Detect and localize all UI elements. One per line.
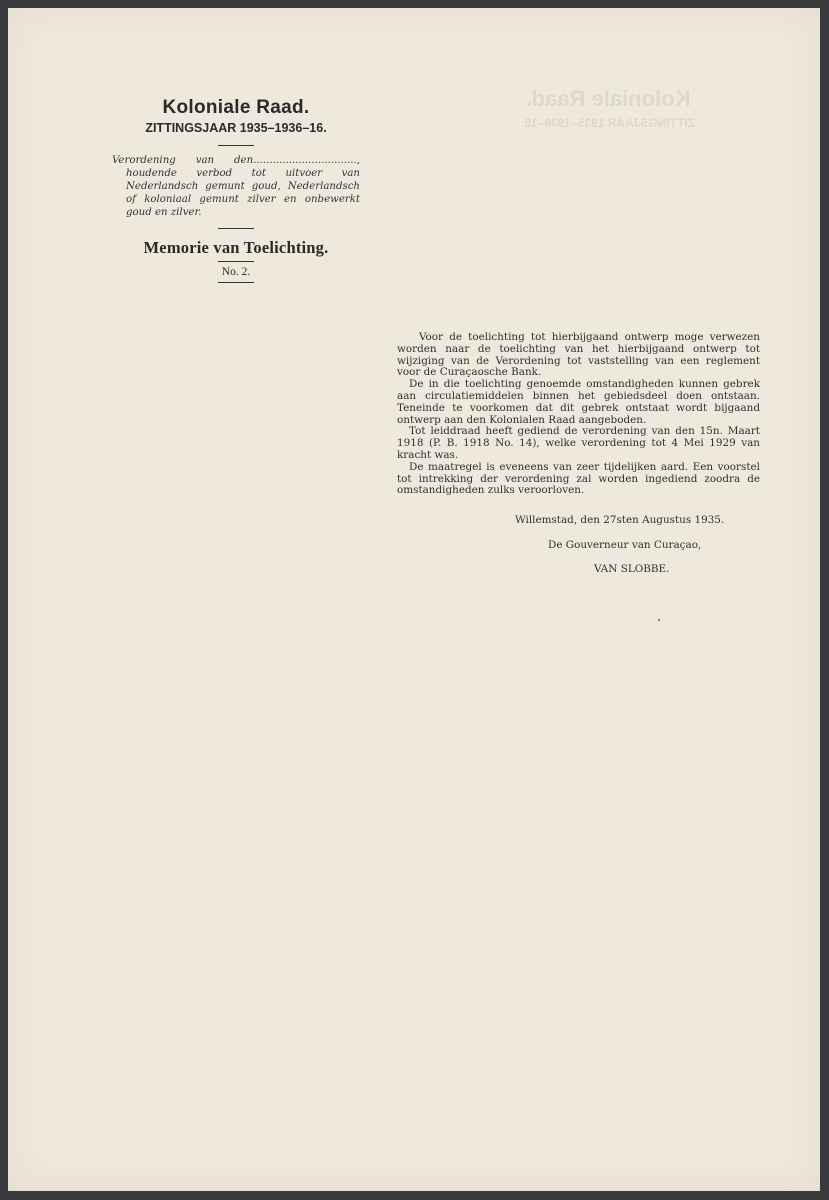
session-year: ZITTINGSJAAR 1935–1936–16. (145, 121, 327, 135)
document-page (8, 8, 820, 1191)
body-paragraph: Tot leiddraad heeft gediend de verordening van den 15n. Maart 1918 (P. B. 1918 No. 14), welke verordening tot 4 Mei 1929 van kracht was. (397, 425, 760, 461)
explanation-body (397, 332, 760, 497)
divider-rule (218, 145, 254, 146)
paper-speck (658, 619, 660, 621)
ordinance-description: Verordening van den................................, houdende verbod tot uitvoer van Nederlandsch gemunt goud, Nederlandsch of koloniaal gemunt zilver en onbewerkt goud en zilver. (112, 155, 360, 218)
document-header (106, 96, 366, 291)
body-paragraph: Voor de toelichting tot hierbijgaand ontwerp moge verwezen worden naar de toelichting van het hierbijgaand ontwerp tot wijziging van de Verordening tot vaststelling van een reglement voor de Curaçaosche Bank. (397, 331, 760, 379)
show-through-title: Koloniale Raad. (525, 86, 691, 111)
document-number: No. 2. (221, 266, 251, 278)
divider-rule (218, 228, 254, 229)
signature-place-date: Willemstad, den 27sten Augustus 1935. (515, 514, 725, 526)
signature-role: De Gouverneur van Curaçao, (548, 539, 702, 551)
council-title: Koloniale Raad. (162, 97, 310, 118)
show-through-from-reverse (478, 86, 738, 130)
body-paragraph: De in die toelichting genoemde omstandigheden kunnen gebrek aan circulatiemiddelen binnen het gebiedsdeel doen ontstaan. Teneinde te voorkomen dat dit gebrek ontstaat wordt bijgaand ontwerp aan den Kolonialen Raad aangeboden. (397, 378, 760, 426)
divider-rule (218, 261, 254, 262)
show-through-session: ZITTINGSJAAR 1935–1936–16. (520, 116, 696, 130)
body-paragraph: De maatregel is eveneens van zeer tijdelijken aard. Een voorstel tot intrekking der verordening zal worden ingediend zoodra de omstandigheden zulks veroorloven. (397, 460, 760, 497)
signature-name: VAN SLOBBE. (594, 563, 670, 575)
divider-rule (218, 282, 254, 283)
memorandum-title: Memorie van Toelichting. (143, 238, 329, 257)
